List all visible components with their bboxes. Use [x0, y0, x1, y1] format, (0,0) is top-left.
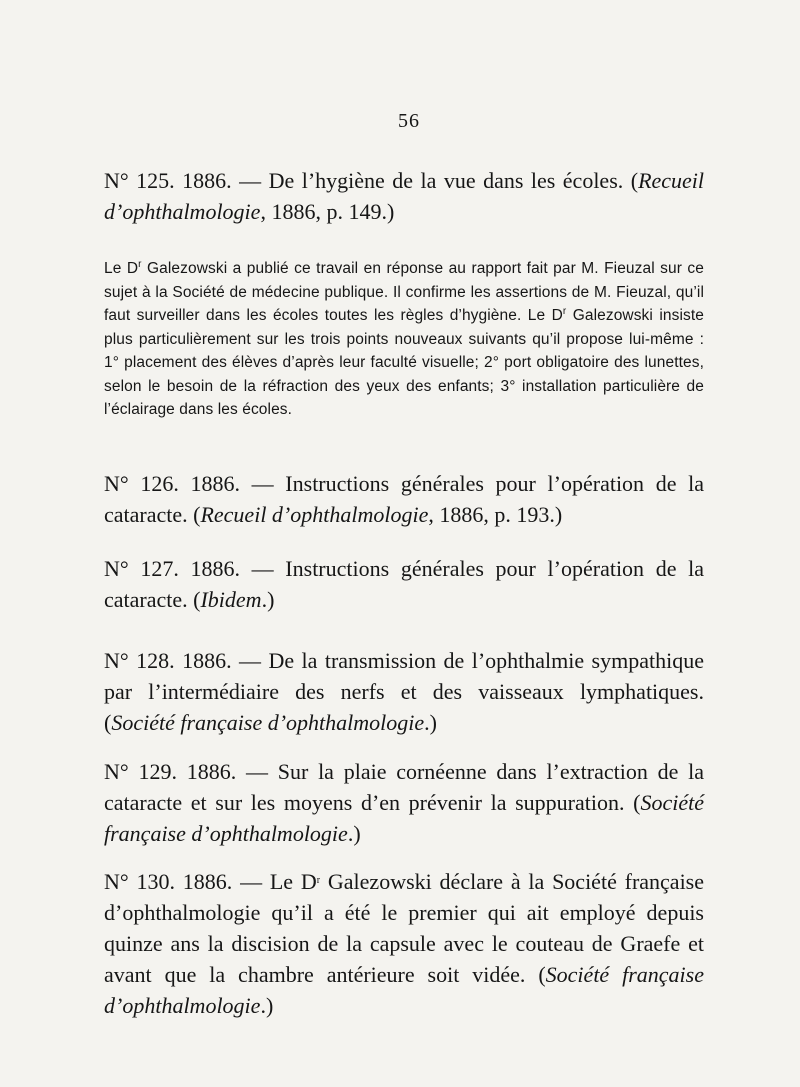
entry-number: N° 127.	[104, 556, 179, 581]
summary-sup-1: r	[138, 259, 142, 270]
entry-title-sup: r	[316, 875, 321, 886]
entry-title: — De la transmission de l’ophthalmie sympathique par l’intermédiaire des nerfs et des vaisseaux lymphatiques.	[104, 648, 704, 704]
entry-126	[104, 468, 704, 530]
entry-ref-source: Ibidem	[200, 587, 262, 612]
entry-ref-source: Recueil d’ophthalmologie	[200, 502, 429, 527]
entry-year: 1886.	[186, 759, 237, 784]
entry-128	[104, 645, 704, 738]
entry-ref-open: (	[538, 962, 546, 987]
entry-title: — Sur la plaie cornéenne dans l’extraction de la cataracte et sur les moyens d’en prévenir la suppuration.	[104, 759, 705, 815]
entry-ref-tail: , 1886, p. 193.)	[428, 502, 563, 527]
summary-text-b: Galezowski a publié ce travail en réponse au rapport fait par M. Fieuzal sur ce sujet à la Société de médecine publique. Il confirme les assertions de M. Fieuzal, qu’il faut surveiller dans les écoles toutes les règles d’hygiène. Le D	[104, 260, 704, 324]
entry-title-b: Galezowski déclare à la Société française d’ophthalmologie qu’il a été le premier qui ait employé depuis quinze ans la discision de la capsule avec le couteau de Graefe et avant que la chambre antérieure soit vidée.	[104, 869, 705, 987]
entry-ref-open: (	[633, 790, 641, 815]
entry-ref-source: Société française d’ophthalmologie	[111, 710, 425, 735]
summary-text-c: Galezowski insiste plus particulièrement sur les trois points nouveaux suivants qu’il propose lui-même : 1° placement des élèves d’après leur faculté visuelle; 2° port obligatoire des lunettes, selon le besoin de la réfraction des yeux des enfants; 3° installation particulière de l’éclairage dans les écoles.	[104, 307, 704, 418]
entry-year: 1886.	[182, 869, 233, 894]
entry-ref-open: (	[193, 502, 201, 527]
entry-ref-source: Recueil d’ophthalmologie	[104, 168, 705, 224]
entry-ref-tail: , 1886, p. 149.)	[260, 199, 395, 224]
entry-127	[104, 553, 704, 615]
entry-ref-open: (	[104, 710, 112, 735]
entry-title: — De l’hygiène de la vue dans les écoles.	[239, 168, 624, 193]
entry-125	[104, 165, 704, 227]
entry-number: N° 126.	[104, 471, 179, 496]
entry-year: 1886.	[190, 471, 240, 496]
entry-129	[104, 756, 704, 849]
summary-sup-2: r	[562, 306, 567, 317]
page-number: 56	[398, 110, 420, 132]
entry-number: N° 128.	[104, 648, 175, 673]
entry-year: 1886.	[182, 648, 232, 673]
entry-ref-open: (	[193, 587, 201, 612]
entry-ref-tail: .)	[260, 993, 274, 1018]
entry-title: — Instructions générales pour l’opération de la cataracte.	[104, 471, 705, 527]
entry-title: — Instructions générales pour l’opération de la cataracte.	[104, 556, 705, 612]
entry-ref-open: (	[630, 168, 639, 193]
entry-130	[104, 866, 704, 1021]
entry-number: N° 125.	[104, 168, 175, 193]
entry-title-a: — Le D	[240, 869, 317, 894]
summary-text-a: Le D	[104, 260, 139, 277]
entry-ref-tail: .)	[347, 821, 361, 846]
entry-ref-tail: .)	[261, 587, 275, 612]
entry-year: 1886.	[182, 168, 232, 193]
entry-ref-source: Société française d’ophthalmologie	[104, 962, 704, 1018]
entry-ref-source: Société française d’ophthalmologie	[104, 790, 705, 846]
entry-year: 1886.	[190, 556, 240, 581]
entry-ref-tail: .)	[424, 710, 437, 735]
entry-number: N° 129.	[104, 759, 177, 784]
entry-125-summary	[104, 257, 704, 422]
entry-number: N° 130.	[104, 869, 175, 894]
